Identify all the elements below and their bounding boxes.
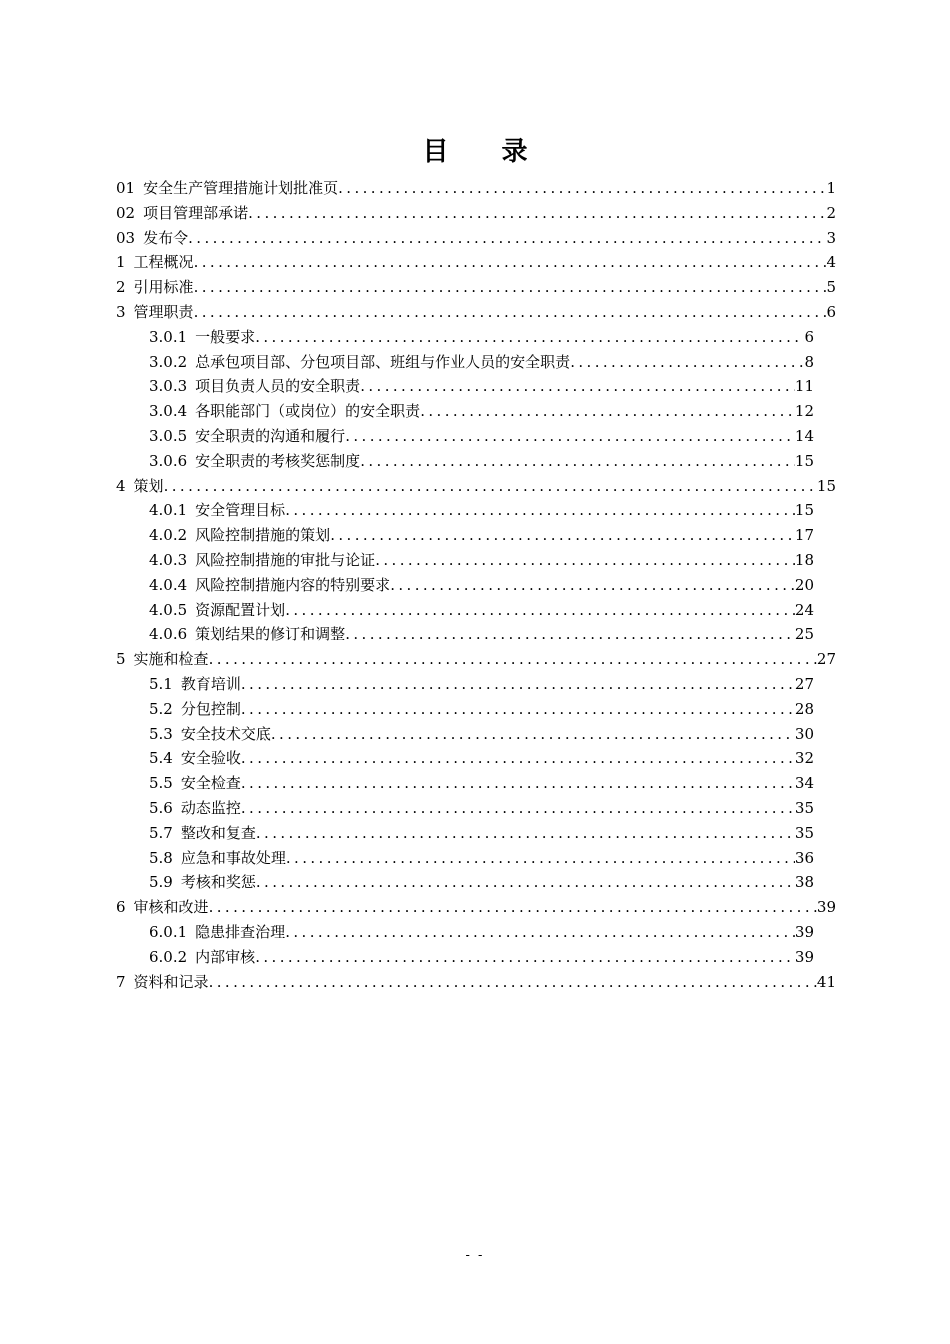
toc-entry-number: 5.6: [149, 798, 173, 817]
toc-entry-page-number: 5: [826, 278, 836, 297]
toc-entry-number: 7: [116, 972, 126, 991]
toc-dot-leader: [209, 895, 817, 920]
toc-entry-page-number: 25: [794, 625, 814, 644]
toc-entry-title: 审核和改进: [133, 898, 209, 917]
toc-dot-leader: [345, 622, 795, 647]
toc-entry[interactable]: [116, 474, 836, 499]
toc-entry[interactable]: [116, 672, 836, 697]
toc-entry-title: 资料和记录: [133, 972, 209, 991]
toc-entry-number: 3.0.5: [149, 426, 188, 445]
toc-entry-title: 总承包项目部、分包项目部、班组与作业人员的安全职责: [195, 352, 571, 371]
toc-dot-leader: [570, 350, 804, 375]
toc-entry-title: 隐患排查治理: [195, 922, 286, 941]
toc-entry-page-number: 41: [816, 972, 836, 991]
toc-entry-page-number: 38: [794, 873, 814, 892]
toc-entry[interactable]: [116, 176, 836, 201]
toc-dot-leader: [360, 449, 795, 474]
toc-dot-leader: [285, 498, 795, 523]
toc-dot-leader: [241, 697, 795, 722]
toc-entry-number: 4.0.4: [149, 575, 188, 594]
toc-entry-title: 资源配置计划: [195, 600, 286, 619]
toc-entry-title: 策划: [133, 476, 164, 495]
toc-dot-leader: [194, 300, 827, 325]
toc-entry[interactable]: [116, 374, 836, 399]
toc-entry[interactable]: [116, 424, 836, 449]
toc-entry[interactable]: [116, 201, 836, 226]
toc-dot-leader: [255, 945, 795, 970]
toc-entry-number: 5.9: [149, 873, 173, 892]
toc-entry-number: 5.8: [149, 848, 173, 867]
toc-entry-title: 各职能部门（或岗位）的安全职责: [195, 402, 421, 421]
toc-list: [116, 176, 836, 994]
toc-entry-title: 策划结果的修订和调整: [195, 625, 346, 644]
toc-entry-page-number: 28: [794, 699, 814, 718]
toc-entry[interactable]: [116, 796, 836, 821]
toc-entry[interactable]: [116, 622, 836, 647]
toc-entry-number: 6: [116, 898, 126, 917]
toc-entry-page-number: 6: [826, 302, 836, 321]
toc-dot-leader: [360, 374, 795, 399]
toc-entry-number: 3.0.3: [149, 377, 188, 396]
toc-entry-title: 引用标准: [133, 278, 194, 297]
toc-entry-title: 考核和奖惩: [180, 873, 256, 892]
toc-entry[interactable]: [116, 250, 836, 275]
toc-entry-title: 工程概况: [133, 253, 194, 272]
toc-entry-page-number: 27: [816, 650, 836, 669]
toc-entry-page-number: 15: [816, 476, 836, 495]
toc-entry-number: 01: [116, 179, 136, 197]
toc-entry-title: 教育培训: [180, 674, 241, 693]
toc-entry[interactable]: [116, 771, 836, 796]
toc-dot-leader: [285, 598, 795, 623]
toc-title: 目 录: [422, 137, 550, 167]
toc-entry-page-number: 17: [794, 526, 814, 545]
toc-entry-title: 动态监控: [180, 798, 241, 817]
toc-entry-number: 3.0.2: [149, 352, 188, 371]
toc-entry-page-number: 6: [804, 327, 814, 346]
toc-entry[interactable]: [116, 325, 836, 350]
toc-entry-number: 5.4: [149, 749, 173, 768]
toc-entry-title: 项目管理部承诺: [143, 203, 249, 222]
toc-entry-number: 4: [116, 476, 126, 495]
toc-entry[interactable]: [116, 523, 836, 548]
toc-dot-leader: [241, 771, 795, 796]
toc-entry-page-number: 32: [794, 749, 814, 768]
toc-entry[interactable]: [116, 746, 836, 771]
toc-dot-leader: [256, 821, 795, 846]
toc-entry-number: 3.0.4: [149, 402, 188, 421]
toc-entry-page-number: 18: [794, 550, 814, 569]
toc-dot-leader: [255, 325, 804, 350]
toc-entry-number: 2: [116, 278, 126, 297]
toc-entry-title: 安全职责的考核奖惩制度: [195, 451, 361, 470]
toc-entry-page-number: 30: [794, 724, 814, 743]
toc-dot-leader: [375, 548, 795, 573]
toc-entry-number: 4.0.1: [149, 501, 188, 520]
toc-entry-title: 分包控制: [180, 699, 241, 718]
toc-entry-page-number: 14: [794, 426, 814, 445]
toc-entry-number: 5.2: [149, 699, 173, 718]
toc-entry-number: 4.0.6: [149, 625, 188, 644]
toc-entry-page-number: 39: [816, 898, 836, 917]
toc-dot-leader: [241, 796, 795, 821]
toc-entry-page-number: 20: [794, 575, 814, 594]
toc-entry-title: 安全生产管理措施计划批准页: [143, 179, 339, 197]
toc-entry[interactable]: [116, 970, 836, 995]
toc-entry[interactable]: [116, 548, 836, 573]
toc-entry-number: 02: [116, 203, 136, 222]
toc-entry-title: 安全职责的沟通和履行: [195, 426, 346, 445]
toc-entry-title: 项目负责人员的安全职责: [195, 377, 361, 396]
toc-entry-page-number: 8: [804, 352, 814, 371]
toc-entry-page-number: 15: [794, 451, 814, 470]
toc-dot-leader: [248, 201, 826, 226]
toc-entry[interactable]: [116, 350, 836, 375]
toc-entry-number: 5: [116, 650, 126, 669]
toc-entry[interactable]: [116, 300, 836, 325]
toc-entry-title: 安全检查: [180, 774, 241, 793]
toc-entry-number: 4.0.5: [149, 600, 188, 619]
toc-entry-title: 风险控制措施的审批与论证: [195, 550, 376, 569]
toc-dot-leader: [420, 399, 795, 424]
toc-dot-leader: [285, 920, 795, 945]
toc-entry-page-number: 35: [794, 798, 814, 817]
toc-entry-page-number: 39: [794, 947, 814, 966]
toc-dot-leader: [345, 424, 795, 449]
toc-entry-number: 5.3: [149, 724, 173, 743]
toc-entry[interactable]: [116, 945, 836, 970]
toc-entry-number: 5.5: [149, 774, 173, 793]
toc-entry-page-number: 35: [794, 823, 814, 842]
toc-entry[interactable]: [116, 399, 836, 424]
toc-entry-page-number: 34: [794, 774, 814, 793]
toc-entry-page-number: 27: [794, 674, 814, 693]
toc-entry[interactable]: [116, 598, 836, 623]
toc-entry-page-number: 3: [826, 228, 836, 247]
toc-dot-leader: [209, 970, 817, 995]
toc-entry[interactable]: [116, 226, 836, 251]
toc-entry[interactable]: [116, 573, 836, 598]
toc-entry[interactable]: [116, 722, 836, 747]
toc-entry-page-number: 39: [794, 922, 814, 941]
toc-entry-page-number: 1: [826, 179, 836, 197]
toc-entry-title: 安全验收: [180, 749, 241, 768]
toc-entry-title: 实施和检查: [133, 650, 209, 669]
toc-dot-leader: [390, 573, 795, 598]
toc-entry[interactable]: [116, 647, 836, 672]
toc-dot-leader: [241, 746, 795, 771]
toc-entry-number: 1: [116, 253, 126, 272]
toc-entry-page-number: 4: [826, 253, 836, 272]
toc-entry[interactable]: [116, 275, 836, 300]
toc-entry-number: 6.0.2: [149, 947, 188, 966]
toc-entry-number: 3: [116, 302, 126, 321]
toc-entry-title: 管理职责: [133, 302, 194, 321]
toc-entry-number: 5.1: [149, 674, 173, 693]
toc-entry-number: 03: [116, 228, 136, 247]
toc-entry[interactable]: [116, 870, 836, 895]
toc-dot-leader: [209, 647, 817, 672]
toc-entry[interactable]: [116, 498, 836, 523]
toc-dot-leader: [271, 722, 795, 747]
toc-entry-title: 风险控制措施内容的特别要求: [195, 575, 391, 594]
toc-dot-leader: [164, 474, 817, 499]
toc-entry-number: 4.0.3: [149, 550, 188, 569]
toc-entry-number: 6.0.1: [149, 922, 188, 941]
toc-entry[interactable]: [116, 846, 836, 871]
toc-dot-leader: [194, 275, 827, 300]
toc-entry-number: 3.0.6: [149, 451, 188, 470]
toc-entry-title: 安全技术交底: [180, 724, 271, 743]
toc-dot-leader: [330, 523, 795, 548]
toc-entry-title: 风险控制措施的策划: [195, 526, 331, 545]
toc-entry-title: 应急和事故处理: [180, 848, 286, 867]
toc-entry-page-number: 2: [826, 203, 836, 222]
toc-entry-title: 整改和复查: [180, 823, 256, 842]
toc-entry-page-number: 12: [794, 402, 814, 421]
toc-dot-leader: [286, 846, 795, 871]
toc-dot-leader: [188, 226, 826, 251]
toc-dot-leader: [241, 672, 795, 697]
toc-entry-page-number: 36: [794, 848, 814, 867]
toc-entry-title: 内部审核: [195, 947, 256, 966]
toc-entry-title: 一般要求: [195, 327, 256, 346]
toc-entry[interactable]: [116, 895, 836, 920]
toc-entry-number: 5.7: [149, 823, 173, 842]
toc-entry-number: 3.0.1: [149, 327, 188, 346]
toc-entry-page-number: 24: [794, 600, 814, 619]
toc-entry[interactable]: [116, 821, 836, 846]
toc-entry-number: 4.0.2: [149, 526, 188, 545]
toc-entry-page-number: 11: [794, 377, 814, 396]
toc-entry[interactable]: [116, 449, 836, 474]
toc-entry[interactable]: [116, 920, 836, 945]
toc-dot-leader: [256, 870, 795, 895]
page-footer: - -: [465, 1248, 485, 1263]
toc-entry-title: 发布令: [143, 228, 189, 247]
toc-dot-leader: [194, 250, 827, 275]
toc-entry-title: 安全管理目标: [195, 501, 286, 520]
toc-dot-leader: [338, 176, 826, 201]
toc-entry[interactable]: [116, 697, 836, 722]
toc-entry-page-number: 15: [794, 501, 814, 520]
